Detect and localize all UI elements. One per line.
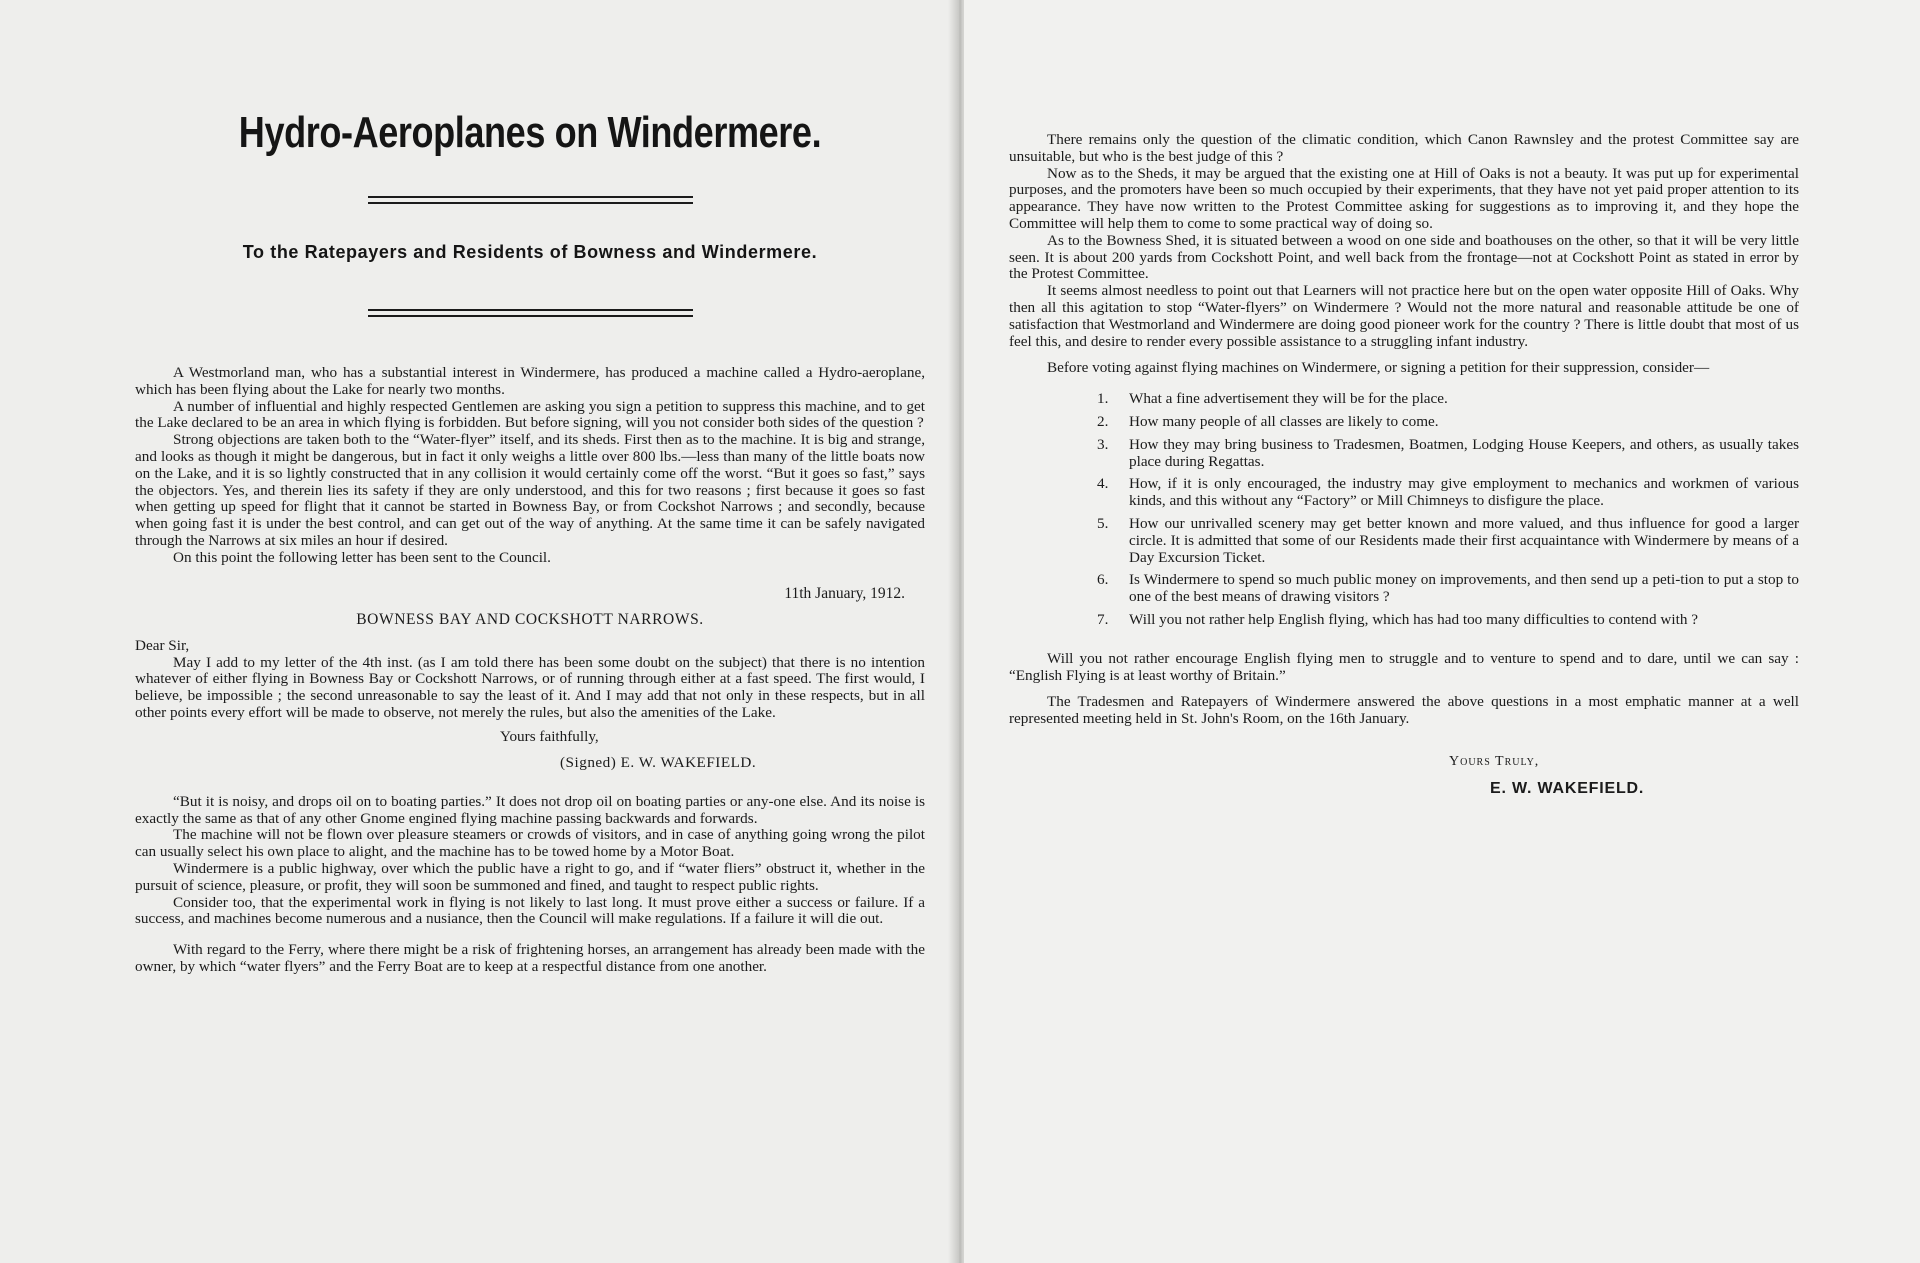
paragraph-learners: It seems almost needless to point out that Learners will not practice here but on the open water opposite Hill of Oaks. Why then all this agitation to stop “Water-flyers” on Windermere ? Would not the more natural and reasonable attitude be one of satisfaction that Westmorland and Windermere are doing good pioneer work for the country ? There is little doubt that most of us feel this, and desire to render every possible assistance to a struggling infant industry.	[1009, 282, 1799, 350]
left-page	[0, 0, 956, 1263]
paragraph-highway: Windermere is a public highway, over which the public have a right to go, and if “water fliers” obstruct it, whether in the pursuit of science, pleasure, or profit, they will soon be summoned and fined, and taught to respect public rights.	[135, 859, 925, 894]
list-item: 1. What a fine advertisement they will be for the place.	[1097, 390, 1448, 408]
paragraph-letter-intro: On this point the following letter has been sent to the Council.	[173, 548, 551, 566]
document-title: Hydro-Aeroplanes on Windermere.	[238, 108, 822, 157]
paragraph-sheds: Now as to the Sheds, it may be argued that the existing one at Hill of Oaks is not a beauty. It was put up for experimental purposes, and the promoters have been so much occupied by their experiments, that they have not yet paid proper attention to its appearance. They have now written to the Protest Committee asking for suggestions as to improving it, and they hope the Committee will help them to come to some practical way of doing so.	[1009, 164, 1799, 232]
paragraph-steamers: The machine will not be flown over pleasure steamers or crowds of visitors, and in case of anything going wrong the pilot can usually select his own place to alight, and the machine has to be towed home by a Motor Boat.	[135, 826, 925, 861]
letter-closing: Yours faithfully,	[500, 727, 599, 745]
letter-body: May I add to my letter of the 4th inst. (as I am told there has been some doubt on the subject) that there is no intention whatever of either flying in Bowness Bay or Cockshott Narrows, or of running through either at a fast speed. The first would, I believe, be impossible ; the second unreasonable to say the least of it. And I may add that not only in these respects, but in all other points every effort will be made to observe, not merely the rules, but also the amenities of the Lake.	[135, 653, 925, 721]
paragraph-ferry: With regard to the Ferry, where there might be a risk of frightening horses, an arrangement has already been made with the owner, by which “water flyers” and the Ferry Boat are to keep at a respectful distance from one another.	[135, 941, 925, 975]
list-item: 4. How, if it is only encouraged, the industry may give employment to mechanics and workmen of various kinds, and this without any “Factory” or Mill Chimneys to disfigure the place.	[1097, 475, 1799, 510]
right-column	[1009, 0, 1799, 798]
paragraph-petition: A number of influential and highly respected Gentlemen are asking you sign a petition to suppress this machine, and to get the Lake declared to be an area in which flying is forbidden. But before signing, will you not consider both sides of the question ?	[135, 397, 925, 432]
list-item: 5. How our unrivalled scenery may get better known and more valued, and thus influence for good a larger circle. It is admitted that some of our Residents made their first acquaintance with Windermere by means of a Day Excursion Ticket.	[1097, 514, 1799, 566]
list-item: 7. Will you not rather help English flying, which has had too many difficulties to contend with ?	[1097, 610, 1698, 628]
consider-list	[1009, 391, 1799, 629]
letter-heading: BOWNESS BAY AND COCKSHOTT NARROWS.	[356, 610, 704, 628]
closing-yours-truly: Yours Truly,	[1449, 753, 1540, 769]
paragraph-meeting: The Tradesmen and Ratepayers of Windermere answered the above questions in a most emphatic manner at a well represented meeting held in St. John's Room, on the 16th January.	[1009, 693, 1799, 728]
double-rule-bottom	[368, 309, 693, 317]
left-column	[135, 0, 925, 976]
document-subtitle: To the Ratepayers and Residents of Bowness and Windermere.	[242, 242, 818, 262]
paragraph-consider: Before voting against flying machines on Windermere, or signing a petition for their suppression, consider—	[1047, 359, 1710, 377]
list-item: 6. Is Windermere to spend so much public money on improvements, and then send up a peti-tion to put a stop to one of the best means of drawing visitors ?	[1097, 571, 1799, 606]
list-item: 3. How they may bring business to Tradesmen, Boatmen, Lodging House Keepers, and others, as usually takes place during Regattas.	[1097, 435, 1799, 470]
paragraph-climate: There remains only the question of the climatic condition, which Canon Rawnsley and the protest Committee say are unsuitable, but who is the best judge of this ?	[1009, 131, 1799, 165]
double-rule-top	[368, 196, 693, 204]
letter-salutation: Dear Sir,	[135, 636, 190, 654]
paragraph-objections: Strong objections are taken both to the “Water-flyer” itself, and its sheds. First then as to the machine. It is big and strange, and looks as though it might be dangerous, but in fact it only weighs a little over 800 lbs.—less than many of the little boats now on the Lake, and it is so lightly constructed that in any collision it would certainly come off the worst. “But it goes so fast,” says the objectors. Yes, and therein lies its safety if they are only understood, and this for two reasons ; first because it goes so fast when getting up speed for flight that it cannot be started in Bowness Bay, or from Cockshot Narrows ; and secondly, because when going fast it is under the best control, and can get out of the way of anything. At the same time it can be safely navigated through the Narrows at six miles an hour if desired.	[135, 431, 925, 549]
right-page	[964, 0, 1920, 1263]
paragraph-experimental: Consider too, that the experimental work in flying is not likely to last long. It must prove either a success or failure. If a success, and machines become numerous and a nusiance, then the Council will make regulations. If a failure it will die out.	[135, 893, 925, 928]
paragraph-intro: A Westmorland man, who has a substantial interest in Windermere, has produced a machine called a Hydro-aeroplane, which has been flying about the Lake for nearly two months.	[135, 364, 925, 398]
paragraph-noise: “But it is noisy, and drops oil on to boating parties.” It does not drop oil on boating parties or any-one else. And its noise is exactly the same as that of any other Gnome engined flying machine passing backwards and forwards.	[135, 792, 925, 827]
letter-date: 11th January, 1912.	[784, 584, 905, 602]
paragraph-bowness-shed: As to the Bowness Shed, it is situated between a wood on one side and boathouses on the other, so that it will be very little seen. It is about 200 yards from Cockshott Point, and well back from the frontage—not at Cockshott Point as stated in error by the Protest Committee.	[1009, 231, 1799, 283]
closing-signature: E. W. WAKEFIELD.	[1490, 779, 1645, 797]
letter-signature: (Signed) E. W. WAKEFIELD.	[560, 753, 757, 771]
list-item: 2. How many people of all classes are likely to come.	[1097, 412, 1439, 430]
paragraph-encourage: Will you not rather encourage English flying men to struggle and to venture to spend and to dare, until we can say : “English Flying is at least worthy of Britain.”	[1009, 649, 1799, 684]
